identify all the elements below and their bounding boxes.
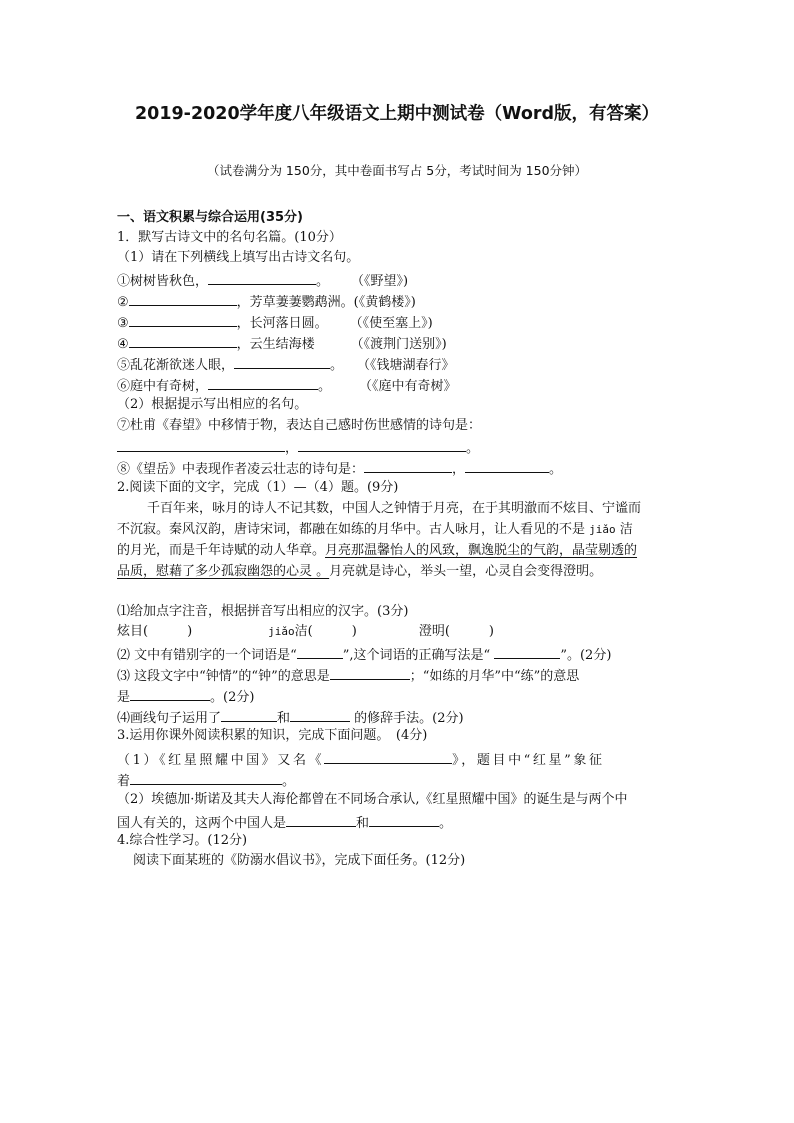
- q3-sub2-cont: 国人有关的，这两个中国人是 和 。: [117, 813, 452, 832]
- answer-blank[interactable]: [129, 334, 237, 348]
- q1-label: 1．默写古诗文中的名句名篇。(10分）: [117, 230, 342, 245]
- q1-line1: ①树树皆秋色， 。 （《野望》): [117, 271, 408, 290]
- q2-passage-line2: 不沉寂。秦风汉韵，唐诗宋词，都融在如练的月华中。古人咏月，让人看见的不是 jiǎo 洁: [117, 522, 633, 537]
- q1-line2: ② ，芳草萋萋鹦鹉洲。(《黄鹤楼》): [117, 292, 416, 311]
- answer-blank[interactable]: [129, 292, 237, 306]
- answer-blank[interactable]: [208, 376, 318, 390]
- q2-sub1: ⑴给加点字注音，根据拼音写出相应的汉字。(3分): [117, 604, 409, 619]
- q1-line5: ⑤乱花渐欲迷人眼， 。 （《钱塘湖春行》: [117, 355, 455, 374]
- q2-sub1-items: 炫目( ) jiǎo洁( ) 澄明( ): [117, 624, 494, 639]
- q1-line3: ③ ，长河落日圆。 （《使至塞上》): [117, 313, 433, 332]
- q3-sub2: （2）埃德加·斯诺及其夫人海伦都曾在不同场合承认,《红星照耀中国》的诞生是与两个中: [117, 792, 628, 807]
- q2-passage-line3: 的月光，而是千年诗赋的动人华章。月亮那温馨怡人的风致，飘逸脱尘的气韵，晶莹剔透的: [117, 543, 638, 558]
- answer-blank[interactable]: [286, 813, 356, 827]
- exam-note: （试卷满分为 150分，其中卷面书写占 5分，考试时间为 150分钟）: [206, 163, 588, 178]
- q2-sub2: ⑵ 文中有错别字的一个词语是“ ”,这个词语的正确写法是“ ”。(2分): [117, 645, 611, 664]
- answer-blank[interactable]: [208, 271, 316, 285]
- q3-label: 3.运用你课外阅读积累的知识，完成下面问题。 (4分): [117, 728, 428, 743]
- answer-blank[interactable]: [297, 645, 343, 659]
- answer-blank[interactable]: [290, 708, 350, 722]
- answer-blank[interactable]: [364, 459, 452, 473]
- q2-sub4: ⑷画线句子运用了 和 的修辞手法。(2分): [117, 708, 464, 727]
- q1-part2: （2）根据提示写出相应的名句。: [117, 397, 308, 412]
- q4-label: 4.综合性学习。(12分): [117, 833, 248, 848]
- answer-blank[interactable]: [298, 438, 466, 452]
- answer-blank[interactable]: [221, 708, 277, 722]
- answer-blank[interactable]: [129, 313, 237, 327]
- q1-line6: ⑥庭中有奇树， 。 （《庭中有奇树》: [117, 376, 457, 395]
- answer-blank[interactable]: [234, 355, 330, 369]
- q3-sub1: （1）《红星照耀中国》又名《 》，题目中“红星”象征: [117, 750, 605, 769]
- q2-label: 2.阅读下面的文字，完成（1）—（4）题。(9分): [117, 480, 399, 495]
- answer-blank[interactable]: [324, 750, 452, 764]
- q2-sub3-cont: 是 。(2分): [117, 687, 254, 706]
- q1-line7: ⑦杜甫《春望》中移情于物，表达自己感时伤世感情的诗句是：: [117, 418, 482, 433]
- q3-sub1-cont: 着 。: [117, 771, 295, 790]
- q1-part1: （1）请在下列横线上填写出古诗文名句。: [117, 250, 360, 265]
- q4-intro: 阅读下面某班的《防溺水倡议书》，完成下面任务。(12分): [133, 853, 466, 868]
- q2-passage-line4: 品质，慰藉了多少孤寂幽怨的心灵 。月亮就是诗心，举头一望，心灵自会变得澄明。: [117, 564, 603, 579]
- section-heading: 一、语文积累与综合运用(35分): [117, 210, 303, 225]
- answer-blank[interactable]: [130, 687, 210, 701]
- q1-line7-blanks: ， 。: [117, 438, 479, 457]
- answer-blank[interactable]: [330, 666, 410, 680]
- answer-blank[interactable]: [117, 438, 285, 452]
- answer-blank[interactable]: [465, 459, 549, 473]
- answer-blank[interactable]: [369, 813, 439, 827]
- answer-blank[interactable]: [494, 645, 560, 659]
- answer-blank[interactable]: [130, 771, 282, 785]
- q1-line8: ⑧《望岳》中表现作者凌云壮志的诗句是： ， 。: [117, 459, 562, 478]
- page-title: 2019-2020学年度八年级语文上期中测试卷（Word版，有答案）: [134, 104, 660, 124]
- q1-line4: ④ ，云生结海楼 （《渡荆门送别》): [117, 334, 447, 353]
- q2-sub3: ⑶ 这段文字中“钟情”的“钟”的意思是 ；“如练的月华”中“练”的意思: [117, 666, 579, 685]
- q2-passage-line1: 千百年来，咏月的诗人不记其数，中国人之钟情于月亮，在于其明澈而不炫目、宁谧而: [147, 501, 642, 516]
